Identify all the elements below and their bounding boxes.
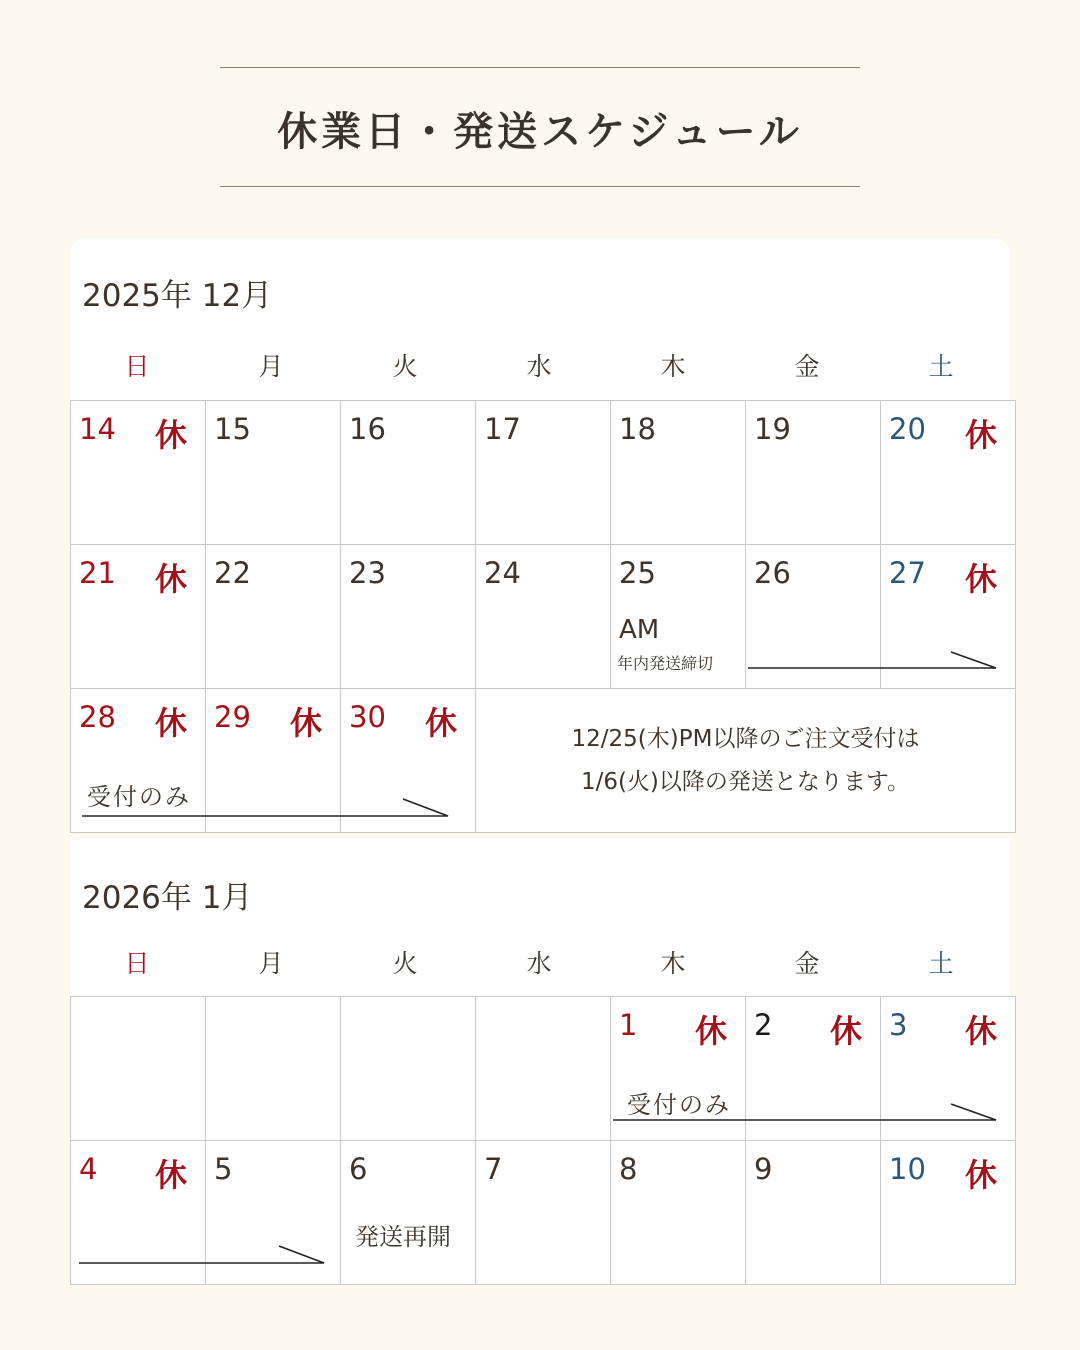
- week-row: [71, 689, 1016, 833]
- day-number: 18: [619, 412, 656, 446]
- day-number: 14: [79, 412, 116, 446]
- week-row: [71, 1141, 1016, 1285]
- day-cell: [611, 401, 746, 545]
- day-cell: [611, 1141, 746, 1285]
- title-top-rule: [220, 67, 860, 68]
- notice-line-1: 12/25(木)PM以降のご注文受付は: [571, 725, 920, 752]
- day-cell: [611, 545, 746, 689]
- day-cell: [746, 401, 881, 545]
- day-cell: [71, 401, 206, 545]
- calendar-grid-december: [70, 400, 1016, 833]
- day-cell: [71, 545, 206, 689]
- day-number: 4: [79, 1152, 98, 1186]
- holiday-mark: 休: [694, 1012, 727, 1050]
- day-cell: [476, 401, 611, 545]
- holiday-mark: 休: [829, 1012, 862, 1050]
- day-number: 26: [754, 556, 791, 590]
- day-number: 25: [619, 556, 656, 590]
- holiday-mark: 休: [964, 416, 997, 454]
- day-cell-empty: [476, 997, 611, 1141]
- day-number: 3: [889, 1008, 908, 1042]
- day-cell: [341, 1141, 476, 1285]
- week-row: [71, 545, 1016, 689]
- day-cell: [881, 997, 1016, 1141]
- holiday-mark: 休: [154, 560, 187, 598]
- day-number: 15: [214, 412, 251, 446]
- day-cell: [206, 689, 341, 833]
- holiday-mark: 休: [964, 560, 997, 598]
- page-title: 休業日・発送スケジュール: [277, 108, 803, 155]
- month-title-january: 2026年 1月: [82, 880, 253, 916]
- week-row: [71, 997, 1016, 1141]
- calendar-grid-january: [70, 996, 1016, 1285]
- holiday-mark: 休: [289, 704, 322, 742]
- day-number: 20: [889, 412, 926, 446]
- day-cell: [881, 1141, 1016, 1285]
- day-number: 7: [484, 1152, 503, 1186]
- am-label: AM: [619, 615, 660, 645]
- day-cell: [611, 997, 746, 1141]
- holiday-mark: 休: [964, 1012, 997, 1050]
- shipping-notice: [476, 689, 1016, 833]
- weekday-tue: 火: [392, 352, 418, 381]
- day-cell: [206, 1141, 341, 1285]
- day-cell: [206, 401, 341, 545]
- week-row: [71, 401, 1016, 545]
- weekday-sun: 日: [124, 949, 150, 978]
- day-number: 28: [79, 700, 116, 734]
- weekday-mon: 月: [258, 352, 284, 381]
- day-number: 1: [619, 1008, 638, 1042]
- day-number: 29: [214, 700, 251, 734]
- day-number: 19: [754, 412, 791, 446]
- day-cell: [881, 545, 1016, 689]
- holiday-mark: 休: [424, 704, 457, 742]
- day-number: 22: [214, 556, 251, 590]
- weekday-wed: 水: [526, 949, 552, 978]
- day-cell: [71, 689, 206, 833]
- day-cell: [746, 545, 881, 689]
- holiday-mark: 休: [964, 1156, 997, 1194]
- weekday-mon: 月: [258, 949, 284, 978]
- weekday-tue: 火: [392, 949, 418, 978]
- day-number: 9: [754, 1152, 773, 1186]
- day-cell-empty: [341, 997, 476, 1141]
- weekday-sat: 土: [928, 352, 954, 381]
- day-cell: [476, 1141, 611, 1285]
- day-cell: [746, 997, 881, 1141]
- month-title-december: 2025年 12月: [82, 278, 273, 314]
- day-cell: [341, 401, 476, 545]
- weekday-sun: 日: [124, 352, 150, 381]
- day-number: 5: [214, 1152, 233, 1186]
- day-cell: [341, 545, 476, 689]
- day-number: 30: [349, 700, 386, 734]
- day-number: 16: [349, 412, 386, 446]
- day-number: 23: [349, 556, 386, 590]
- day-number: 2: [754, 1008, 773, 1042]
- title-bottom-rule: [220, 186, 860, 187]
- weekday-thu: 木: [660, 352, 686, 381]
- reception-only-label: 受付のみ: [87, 783, 191, 811]
- day-cell: [71, 1141, 206, 1285]
- day-cell: [341, 689, 476, 833]
- reception-only-label: 受付のみ: [627, 1091, 731, 1119]
- year-end-shipping-deadline: 年内発送締切: [617, 654, 714, 673]
- holiday-mark: 休: [154, 1156, 187, 1194]
- day-number: 24: [484, 556, 521, 590]
- day-cell: [206, 545, 341, 689]
- day-number: 6: [349, 1152, 368, 1186]
- day-number: 17: [484, 412, 521, 446]
- day-cell-empty: [71, 997, 206, 1141]
- weekday-sat: 土: [928, 949, 954, 978]
- day-number: 21: [79, 556, 116, 590]
- holiday-mark: 休: [154, 416, 187, 454]
- weekday-thu: 木: [660, 949, 686, 978]
- day-number: 27: [889, 556, 926, 590]
- weekday-wed: 水: [526, 352, 552, 381]
- day-cell: [746, 1141, 881, 1285]
- day-number: 10: [889, 1152, 926, 1186]
- holiday-mark: 休: [154, 704, 187, 742]
- shipping-resume-label: 発送再開: [355, 1223, 451, 1251]
- weekday-fri: 金: [794, 949, 820, 978]
- day-cell-empty: [206, 997, 341, 1141]
- day-cell: [476, 545, 611, 689]
- day-cell: [881, 401, 1016, 545]
- day-number: 8: [619, 1152, 638, 1186]
- notice-line-2: 1/6(火)以降の発送となります。: [580, 768, 911, 795]
- weekday-fri: 金: [794, 352, 820, 381]
